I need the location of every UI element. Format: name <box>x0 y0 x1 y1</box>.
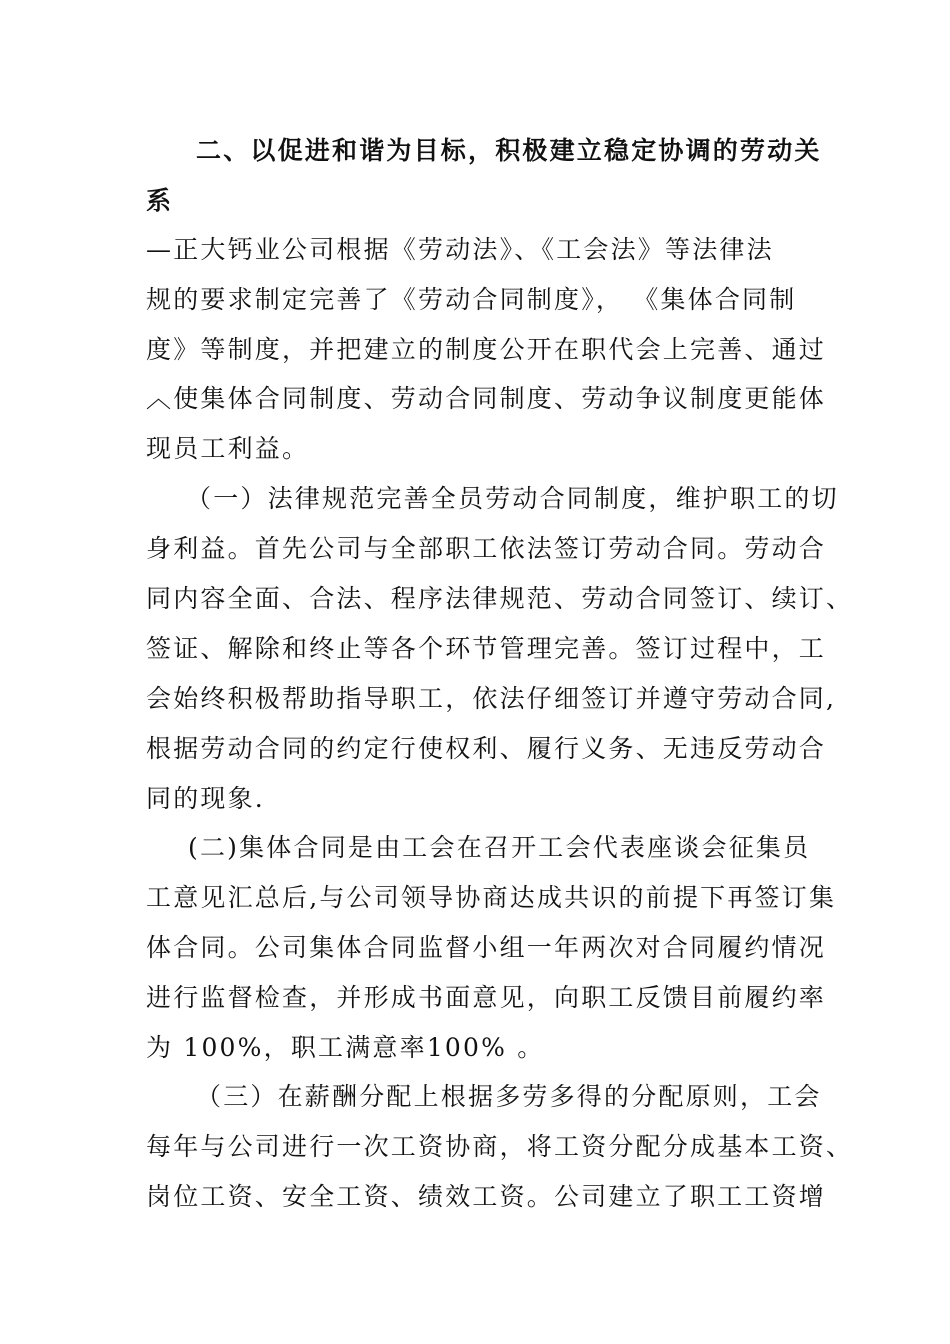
paragraph-line: 岗位工资、安全工资、绩效工资。公司建立了职工工资增 <box>146 1182 827 1211</box>
paragraph-line: ︿使集体合同制度、劳动合同制度、劳动争议制度更能体 <box>146 384 827 413</box>
paragraph-line: 签证、解除和终止等各个环节管理完善。签订过程中，工 <box>146 634 827 663</box>
paragraph-line: (二)集体合同是由工会在召开工会代表座谈会征集员 <box>188 833 811 862</box>
paragraph-line: 体合同。公司集体合同监督小组一年两次对合同履约情况 <box>146 933 827 962</box>
paragraph-line: 同内容全面、合法、程序法律规范、劳动合同签订、续订、 <box>146 584 854 613</box>
paragraph-line: （一）法律规范完善全员劳动合同制度，维护职工的切 <box>186 484 839 513</box>
paragraph-line: 进行监督检查，并形成书面意见，向职工反馈目前履约率 <box>146 983 827 1012</box>
paragraph-line: 根据劳动合同的约定行使权利、履行义务、无违反劳动合 <box>146 734 827 763</box>
paragraph-line: 每年与公司进行一次工资协商，将工资分配分成基本工资、 <box>146 1132 854 1161</box>
paragraph-line: 工意见汇总后,与公司领导协商达成共识的前提下再签订集 <box>146 883 837 912</box>
section-heading: 二、以促进和谐为目标，积极建立稳定协调的劳动关 <box>196 136 822 165</box>
paragraph-line: 为 100%，职工满意率100% 。 <box>146 1033 545 1062</box>
paragraph-line: 同的现象. <box>146 784 265 813</box>
paragraph-line: 度》等制度，并把建立的制度公开在职代会上完善、通过 <box>146 335 827 364</box>
section-heading-continuation: 系 <box>146 186 174 215</box>
paragraph-line: 现员工利益。 <box>146 434 310 463</box>
paragraph-line: （三）在薪酬分配上根据多劳多得的分配原则，工会 <box>196 1082 822 1111</box>
paragraph-line: —正大钙业公司根据《劳动法》、《工会法》等法律法 <box>146 235 774 264</box>
paragraph-line: 会始终积极帮助指导职工，依法仔细签订并遵守劳动合同, <box>146 684 837 713</box>
paragraph-line: 规的要求制定完善了《劳动合同制度》， 《集体合同制 <box>146 285 797 314</box>
paragraph-line: 身利益。首先公司与全部职工依法签订劳动合同。劳动合 <box>146 534 827 563</box>
